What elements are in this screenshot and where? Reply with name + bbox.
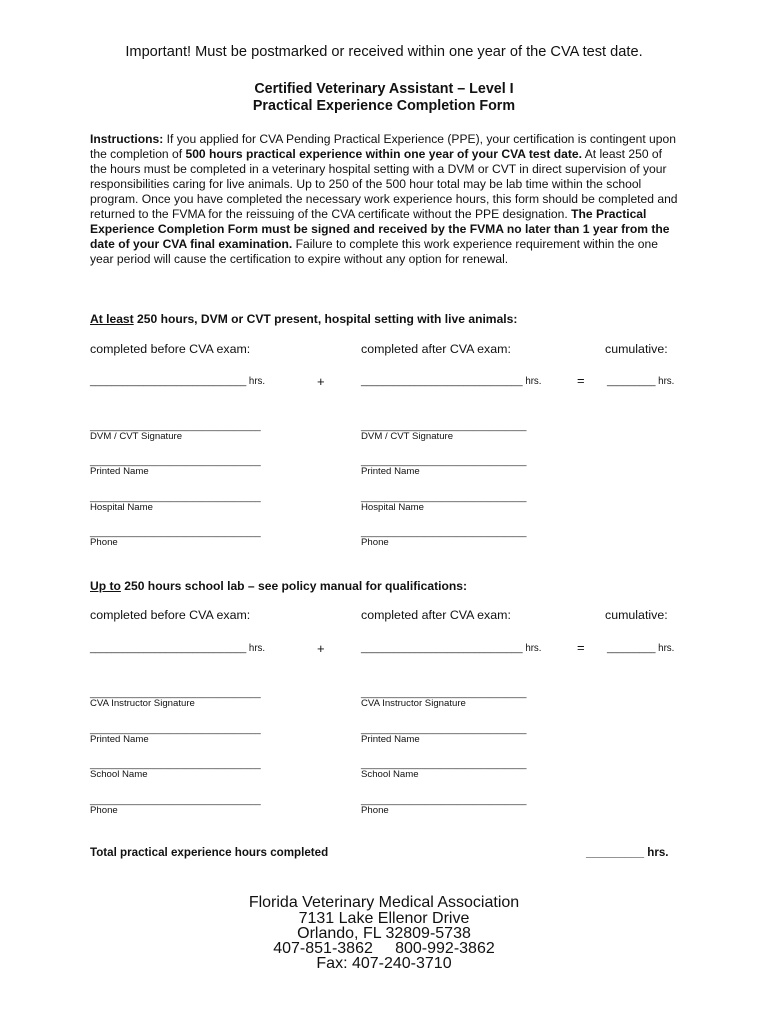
- school-name-right-line[interactable]: _______________________________: [361, 759, 527, 770]
- footer-fax: Fax: 407-240-3710: [316, 955, 452, 972]
- footer-org-name: Florida Veterinary Medical Association: [248, 894, 520, 911]
- total-hours-label: Total practical experience hours completed: [90, 846, 329, 859]
- instructions-text-3: Failure to complete this work experience requirement within the one year period will cause the certification to expire without any option for renewal.: [90, 237, 658, 266]
- school-heading-underlined: Up to: [90, 579, 121, 593]
- dvm-signature-left-label: DVM / CVT Signature: [90, 431, 183, 442]
- hospital-section-heading: [90, 312, 517, 326]
- dvm-printed-name-right-label: Printed Name: [361, 466, 420, 477]
- instructions-paragraph: [90, 132, 680, 267]
- hospital-before-hours-field[interactable]: _____________________________ hrs.: [90, 376, 266, 387]
- school-name-left-label: School Name: [90, 769, 148, 780]
- instructor-printed-name-left-line[interactable]: ________________________________: [90, 724, 261, 735]
- total-hours-field[interactable]: _________ hrs.: [586, 846, 669, 859]
- school-after-hours-field[interactable]: ______________________________ hrs.: [361, 643, 542, 654]
- school-phone-left-line[interactable]: ________________________________: [90, 795, 261, 806]
- dvm-signature-right-line[interactable]: _______________________________: [361, 421, 527, 432]
- hospital-name-right-line[interactable]: _______________________________: [361, 492, 527, 503]
- hospital-phone-left-label: Phone: [90, 537, 118, 548]
- dvm-signature-left-line[interactable]: ________________________________: [90, 421, 261, 432]
- hospital-cumulative-label: cumulative:: [605, 342, 668, 356]
- school-cumulative-label: cumulative:: [605, 608, 668, 622]
- dvm-signature-right-label: DVM / CVT Signature: [361, 431, 454, 442]
- form-title-line1: Certified Veterinary Assistant – Level I: [254, 81, 514, 97]
- hospital-name-left-label: Hospital Name: [90, 502, 153, 513]
- footer-address-line1: 7131 Lake Ellenor Drive: [298, 910, 470, 927]
- school-equals-sign: =: [577, 640, 585, 655]
- postmark-notice: Important! Must be postmarked or received within one year of the CVA test date.: [125, 44, 643, 60]
- instructions-text-2: At least 250 of the hours must be completed in a veterinary hospital setting with a DVM or CVT in direct supervision of your responsibilities caring for live animals. Up to 250 of the 500 hour total may be lab time within the school program. Once you have completed the necessary work experience hours, this form should be completed and returned to the FVMA for the reissuing of the CVA certificate without the PPE designation.: [90, 147, 678, 221]
- instructions-label: Instructions:: [90, 132, 164, 146]
- footer-phones: 407-851-3862 800-992-3862: [273, 940, 495, 957]
- hospital-before-label: completed before CVA exam:: [90, 342, 251, 356]
- instructor-printed-name-left-label: Printed Name: [90, 734, 149, 745]
- hospital-phone-right-label: Phone: [361, 537, 389, 548]
- dvm-printed-name-left-line[interactable]: ________________________________: [90, 456, 261, 467]
- hospital-after-hours-field[interactable]: ______________________________ hrs.: [361, 376, 542, 387]
- hospital-after-label: completed after CVA exam:: [361, 342, 511, 356]
- school-name-left-line[interactable]: ________________________________: [90, 759, 261, 770]
- instructor-signature-right-line[interactable]: _______________________________: [361, 688, 527, 699]
- school-name-right-label: School Name: [361, 769, 419, 780]
- hospital-name-left-line[interactable]: ________________________________: [90, 492, 261, 503]
- school-phone-left-label: Phone: [90, 805, 118, 816]
- hospital-phone-left-line[interactable]: ________________________________: [90, 527, 261, 538]
- school-cumulative-hours-field[interactable]: _________ hrs.: [607, 643, 675, 654]
- school-phone-right-line[interactable]: _______________________________: [361, 795, 527, 806]
- instructor-signature-right-label: CVA Instructor Signature: [361, 698, 466, 709]
- hospital-heading-rest: 250 hours, DVM or CVT present, hospital setting with live animals:: [133, 312, 518, 326]
- hospital-equals-sign: =: [577, 373, 585, 388]
- school-heading-rest: 250 hours school lab – see policy manual for qualifications:: [120, 579, 468, 593]
- dvm-printed-name-left-label: Printed Name: [90, 466, 149, 477]
- hospital-plus-sign: +: [317, 374, 325, 389]
- instructor-signature-left-label: CVA Instructor Signature: [90, 698, 195, 709]
- instructor-signature-left-line[interactable]: ________________________________: [90, 688, 261, 699]
- footer-address-line2: Orlando, FL 32809-5738: [297, 925, 471, 942]
- hospital-name-right-label: Hospital Name: [361, 502, 424, 513]
- school-phone-right-label: Phone: [361, 805, 389, 816]
- school-plus-sign: +: [317, 641, 325, 656]
- instructor-printed-name-right-label: Printed Name: [361, 734, 420, 745]
- form-title-line2: Practical Experience Completion Form: [252, 98, 516, 114]
- hospital-phone-right-line[interactable]: _______________________________: [361, 527, 527, 538]
- instructions-bold-1: 500 hours practical experience within one year of your CVA test date.: [185, 147, 582, 161]
- school-section-heading: [90, 579, 467, 593]
- instructor-printed-name-right-line[interactable]: _______________________________: [361, 724, 527, 735]
- school-after-label: completed after CVA exam:: [361, 608, 511, 622]
- instructions-bold-2: The Practical Experience Completion Form must be signed and received by the FVMA no later than 1 year from the date of your CVA final examination.: [90, 207, 670, 251]
- hospital-heading-underlined: At least: [90, 312, 134, 326]
- school-before-hours-field[interactable]: _____________________________ hrs.: [90, 643, 266, 654]
- school-before-label: completed before CVA exam:: [90, 608, 251, 622]
- instructions-text-1: If you applied for CVA Pending Practical Experience (PPE), your certification is contingent upon the completion of: [90, 132, 676, 161]
- hospital-cumulative-hours-field[interactable]: _________ hrs.: [607, 376, 675, 387]
- dvm-printed-name-right-line[interactable]: _______________________________: [361, 456, 527, 467]
